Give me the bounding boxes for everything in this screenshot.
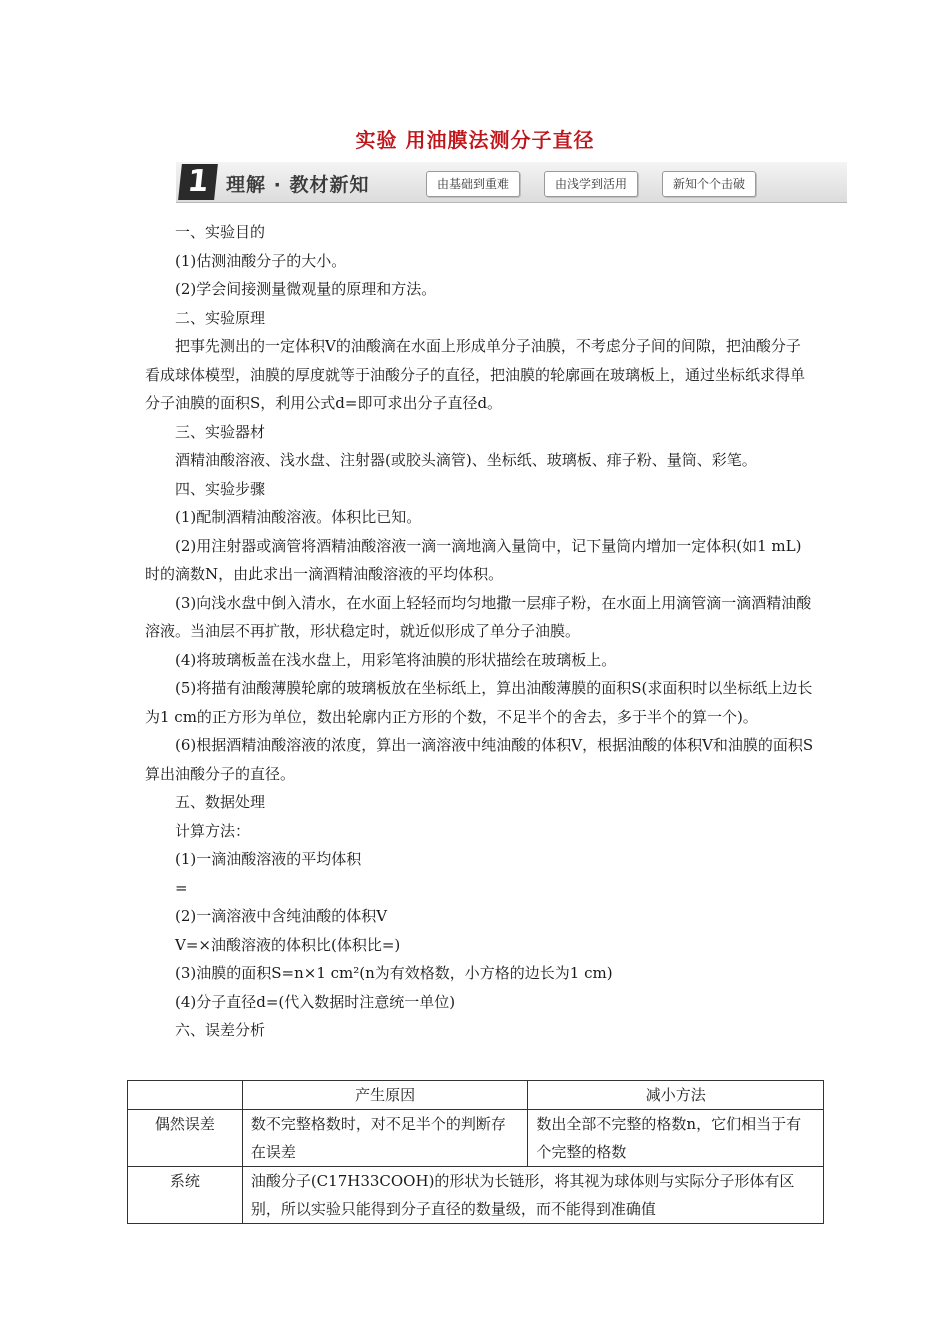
text-line: (3)油膜的面积S=n×1 cm²(n为有效格数，小方格的边长为1 cm) bbox=[175, 964, 613, 982]
text-line: (2)学会间接测量微观量的原理和方法。 bbox=[175, 280, 437, 298]
text-line: 四、实验步骤 bbox=[175, 479, 266, 498]
tab-learn-to-apply[interactable]: 由浅学到活用 bbox=[544, 171, 638, 197]
paragraph: (6)根据酒精油酸溶液的浓度，算出一滴溶液中纯油酸的体积V，根据油酸的体积V和油膜的面积S算出油酸分子的直径。 bbox=[145, 736, 814, 783]
text-line: (1)估测油酸分子的大小。 bbox=[175, 251, 347, 270]
tab-basic-to-hard[interactable]: 由基础到重难 bbox=[426, 171, 520, 197]
paragraph: (2)用注射器或滴管将酒精油酸溶液一滴一滴地滴入量筒中，记下量筒内增加一定体积(如1 mL)时的滴数N，由此求出一滴酒精油酸溶液的平均体积。 bbox=[145, 536, 802, 583]
table-row bbox=[128, 1110, 824, 1167]
paragraph: 把事先测出的一定体积V的油酸滴在水面上形成单分子油膜，不考虑分子间的间隙，把油酸分子看成球体模型，油膜的厚度就等于油酸分子的直径，把油膜的轮廓画在玻璃板上，通过坐标纸求得单分子油膜的面积S，利用公式d=即可求出分子直径d。 bbox=[145, 337, 806, 412]
text-line: (2)一滴溶液中含纯油酸的体积V bbox=[175, 907, 388, 925]
text-line: 六、误差分析 bbox=[175, 1021, 266, 1039]
text-line: = bbox=[175, 878, 188, 897]
table-header-cell: 减小方法 bbox=[528, 1081, 824, 1110]
document-body bbox=[145, 218, 815, 1045]
text-line: 五、数据处理 bbox=[175, 793, 266, 811]
paragraph: 酒精油酸溶液、浅水盘、注射器(或胶头滴管)、坐标纸、玻璃板、痱子粉、量筒、彩笔。 bbox=[175, 451, 757, 469]
text-line: (1)一滴油酸溶液的平均体积 bbox=[175, 850, 362, 868]
table-header-row bbox=[128, 1081, 824, 1110]
error-analysis-table bbox=[127, 1080, 824, 1224]
table-cell: 系统 bbox=[128, 1167, 243, 1224]
text-line: 三、实验器材 bbox=[175, 422, 266, 441]
text-line: V=×油酸溶液的体积比(体积比=) bbox=[175, 935, 401, 954]
table-row bbox=[128, 1167, 824, 1224]
table-header-cell: 产生原因 bbox=[242, 1081, 528, 1110]
section-label: 理解 · 教材新知 bbox=[226, 174, 370, 196]
section-number-badge: 1 bbox=[178, 164, 218, 200]
table-cell: 数不完整格数时，对不足半个的判断存在误差 bbox=[242, 1110, 528, 1167]
table-cell: 偶然误差 bbox=[128, 1110, 243, 1167]
tab-knowledge-breakthrough[interactable]: 新知个个击破 bbox=[662, 171, 756, 197]
paragraph: (3)向浅水盘中倒入清水，在水面上轻轻而均匀地撒一层痱子粉，在水面上用滴管滴一滴酒精油酸溶液。当油层不再扩散，形状稳定时，就近似形成了单分子油膜。 bbox=[145, 593, 812, 640]
text-line: 一、实验目的 bbox=[175, 223, 266, 241]
table-cell: 数出全部不完整的格数n，它们相当于有个完整的格数 bbox=[528, 1110, 824, 1167]
text-line: 计算方法： bbox=[175, 821, 251, 840]
page-title: 实验 用油膜法测分子直径 bbox=[355, 128, 595, 152]
table-header-cell bbox=[128, 1081, 243, 1110]
paragraph: (5)将描有油酸薄膜轮廓的玻璃板放在坐标纸上，算出油酸薄膜的面积S(求面积时以坐标纸上边长为1 cm的正方形为单位，数出轮廓内正方形的个数，不足半个的舍去，多于半个的算一个)。 bbox=[145, 679, 813, 726]
section-banner bbox=[176, 162, 847, 203]
text-line: (1)配制酒精油酸溶液。体积比已知。 bbox=[175, 508, 422, 526]
table-cell: 油酸分子(C17H33COOH)的形状为长链形，将其视为球体则与实际分子形体有区别，所以实验只能得到分子直径的数量级，而不能得到准确值 bbox=[242, 1167, 823, 1224]
text-line: (4)将玻璃板盖在浅水盘上，用彩笔将油膜的形状描绘在玻璃板上。 bbox=[175, 650, 617, 669]
text-line: (4)分子直径d=(代入数据时注意统一单位) bbox=[175, 992, 456, 1011]
text-line: 二、实验原理 bbox=[175, 308, 266, 327]
